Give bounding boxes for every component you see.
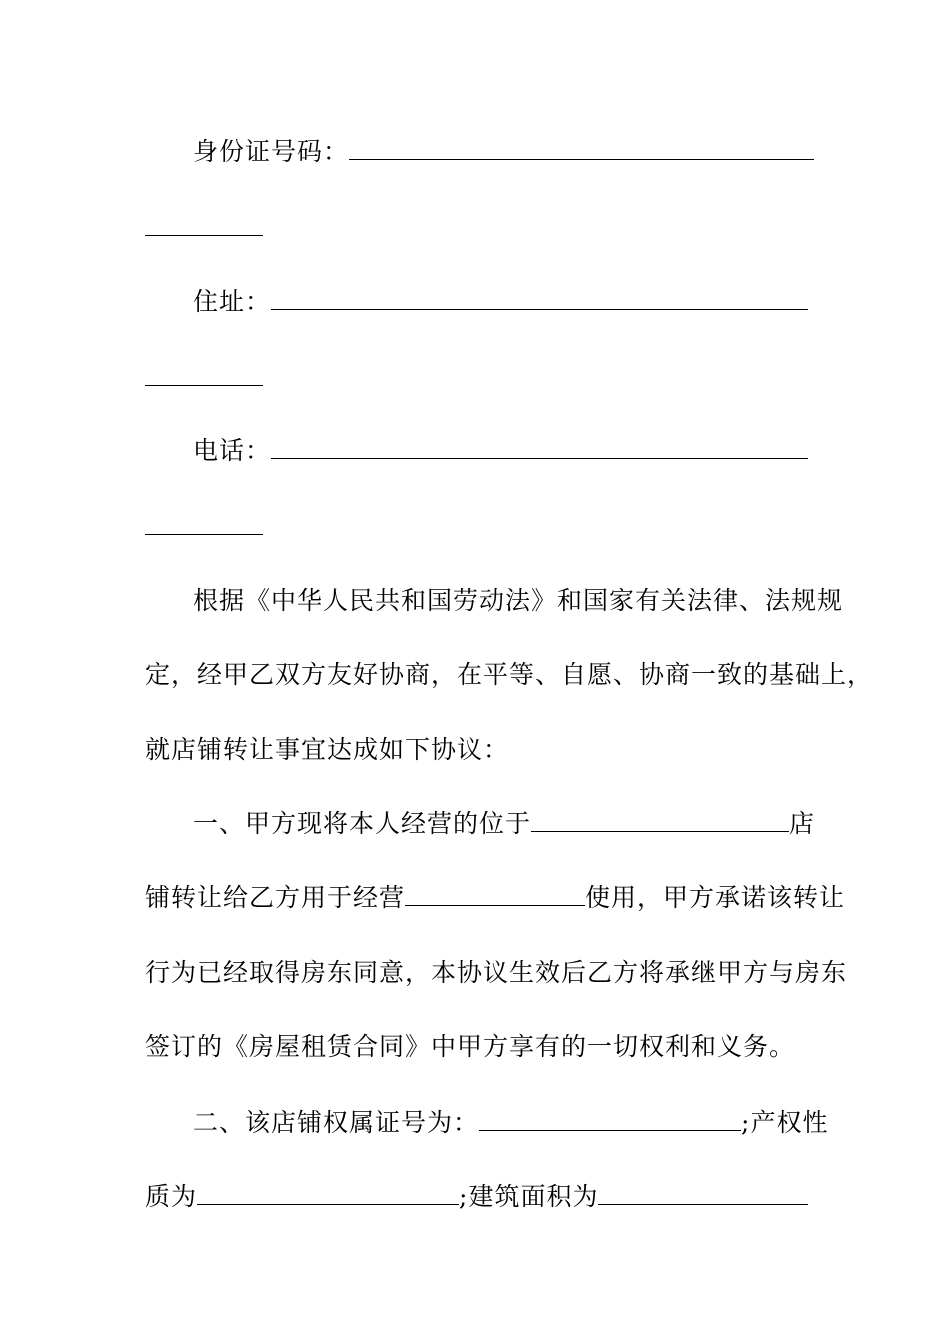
shop-location-blank[interactable]	[531, 809, 789, 832]
address-blank-continuation	[145, 385, 263, 386]
clause1-line-1-tail: 店	[789, 809, 816, 838]
clause1-line-4: 签订的《房屋租赁合同》中甲方享有的一切权利和义务。	[145, 1032, 796, 1061]
clause2-line-2	[145, 1182, 808, 1212]
address-row	[193, 287, 808, 317]
clause1-line-1-text: 一、甲方现将本人经营的位于	[193, 809, 532, 838]
clause1-line-2-text: 铺转让给乙方用于经营	[145, 883, 406, 912]
phone-blank[interactable]	[271, 436, 808, 459]
clause2-line-2-text: 质为	[145, 1182, 198, 1211]
clause2-line-2-mid: ;建筑面积为	[459, 1182, 599, 1211]
phone-label: 电话：	[193, 436, 272, 465]
address-label: 住址：	[193, 287, 272, 316]
phone-blank-continuation	[145, 534, 263, 535]
id-number-blank-continuation	[145, 235, 263, 236]
id-number-row	[193, 137, 814, 167]
intro-line-2: 定，经甲乙双方友好协商，在平等、自愿、协商一致的基础上，	[145, 660, 874, 689]
intro-line-1: 根据《中华人民共和国劳动法》和国家有关法律、法规规	[193, 586, 844, 615]
clause2-line-1-tail: ;产权性	[741, 1108, 829, 1137]
clause1-line-2	[145, 883, 845, 913]
id-number-label: 身份证号码：	[193, 137, 350, 166]
clause1-line-1	[193, 809, 815, 839]
property-nature-blank[interactable]	[197, 1182, 459, 1205]
phone-row	[193, 436, 808, 466]
clause1-line-2-tail: 使用，甲方承诺该转让	[585, 883, 846, 912]
title-certificate-blank[interactable]	[479, 1108, 741, 1131]
clause1-line-3: 行为已经取得房东同意，本协议生效后乙方将承继甲方与房东	[145, 958, 848, 987]
address-blank[interactable]	[271, 287, 808, 310]
clause2-line-1-text: 二、该店铺权属证号为：	[193, 1108, 480, 1137]
business-purpose-blank[interactable]	[405, 883, 585, 906]
clause2-line-1	[193, 1108, 828, 1138]
id-number-blank[interactable]	[349, 137, 814, 160]
intro-line-3: 就店铺转让事宜达成如下协议：	[145, 735, 510, 764]
floor-area-blank[interactable]	[598, 1182, 808, 1205]
